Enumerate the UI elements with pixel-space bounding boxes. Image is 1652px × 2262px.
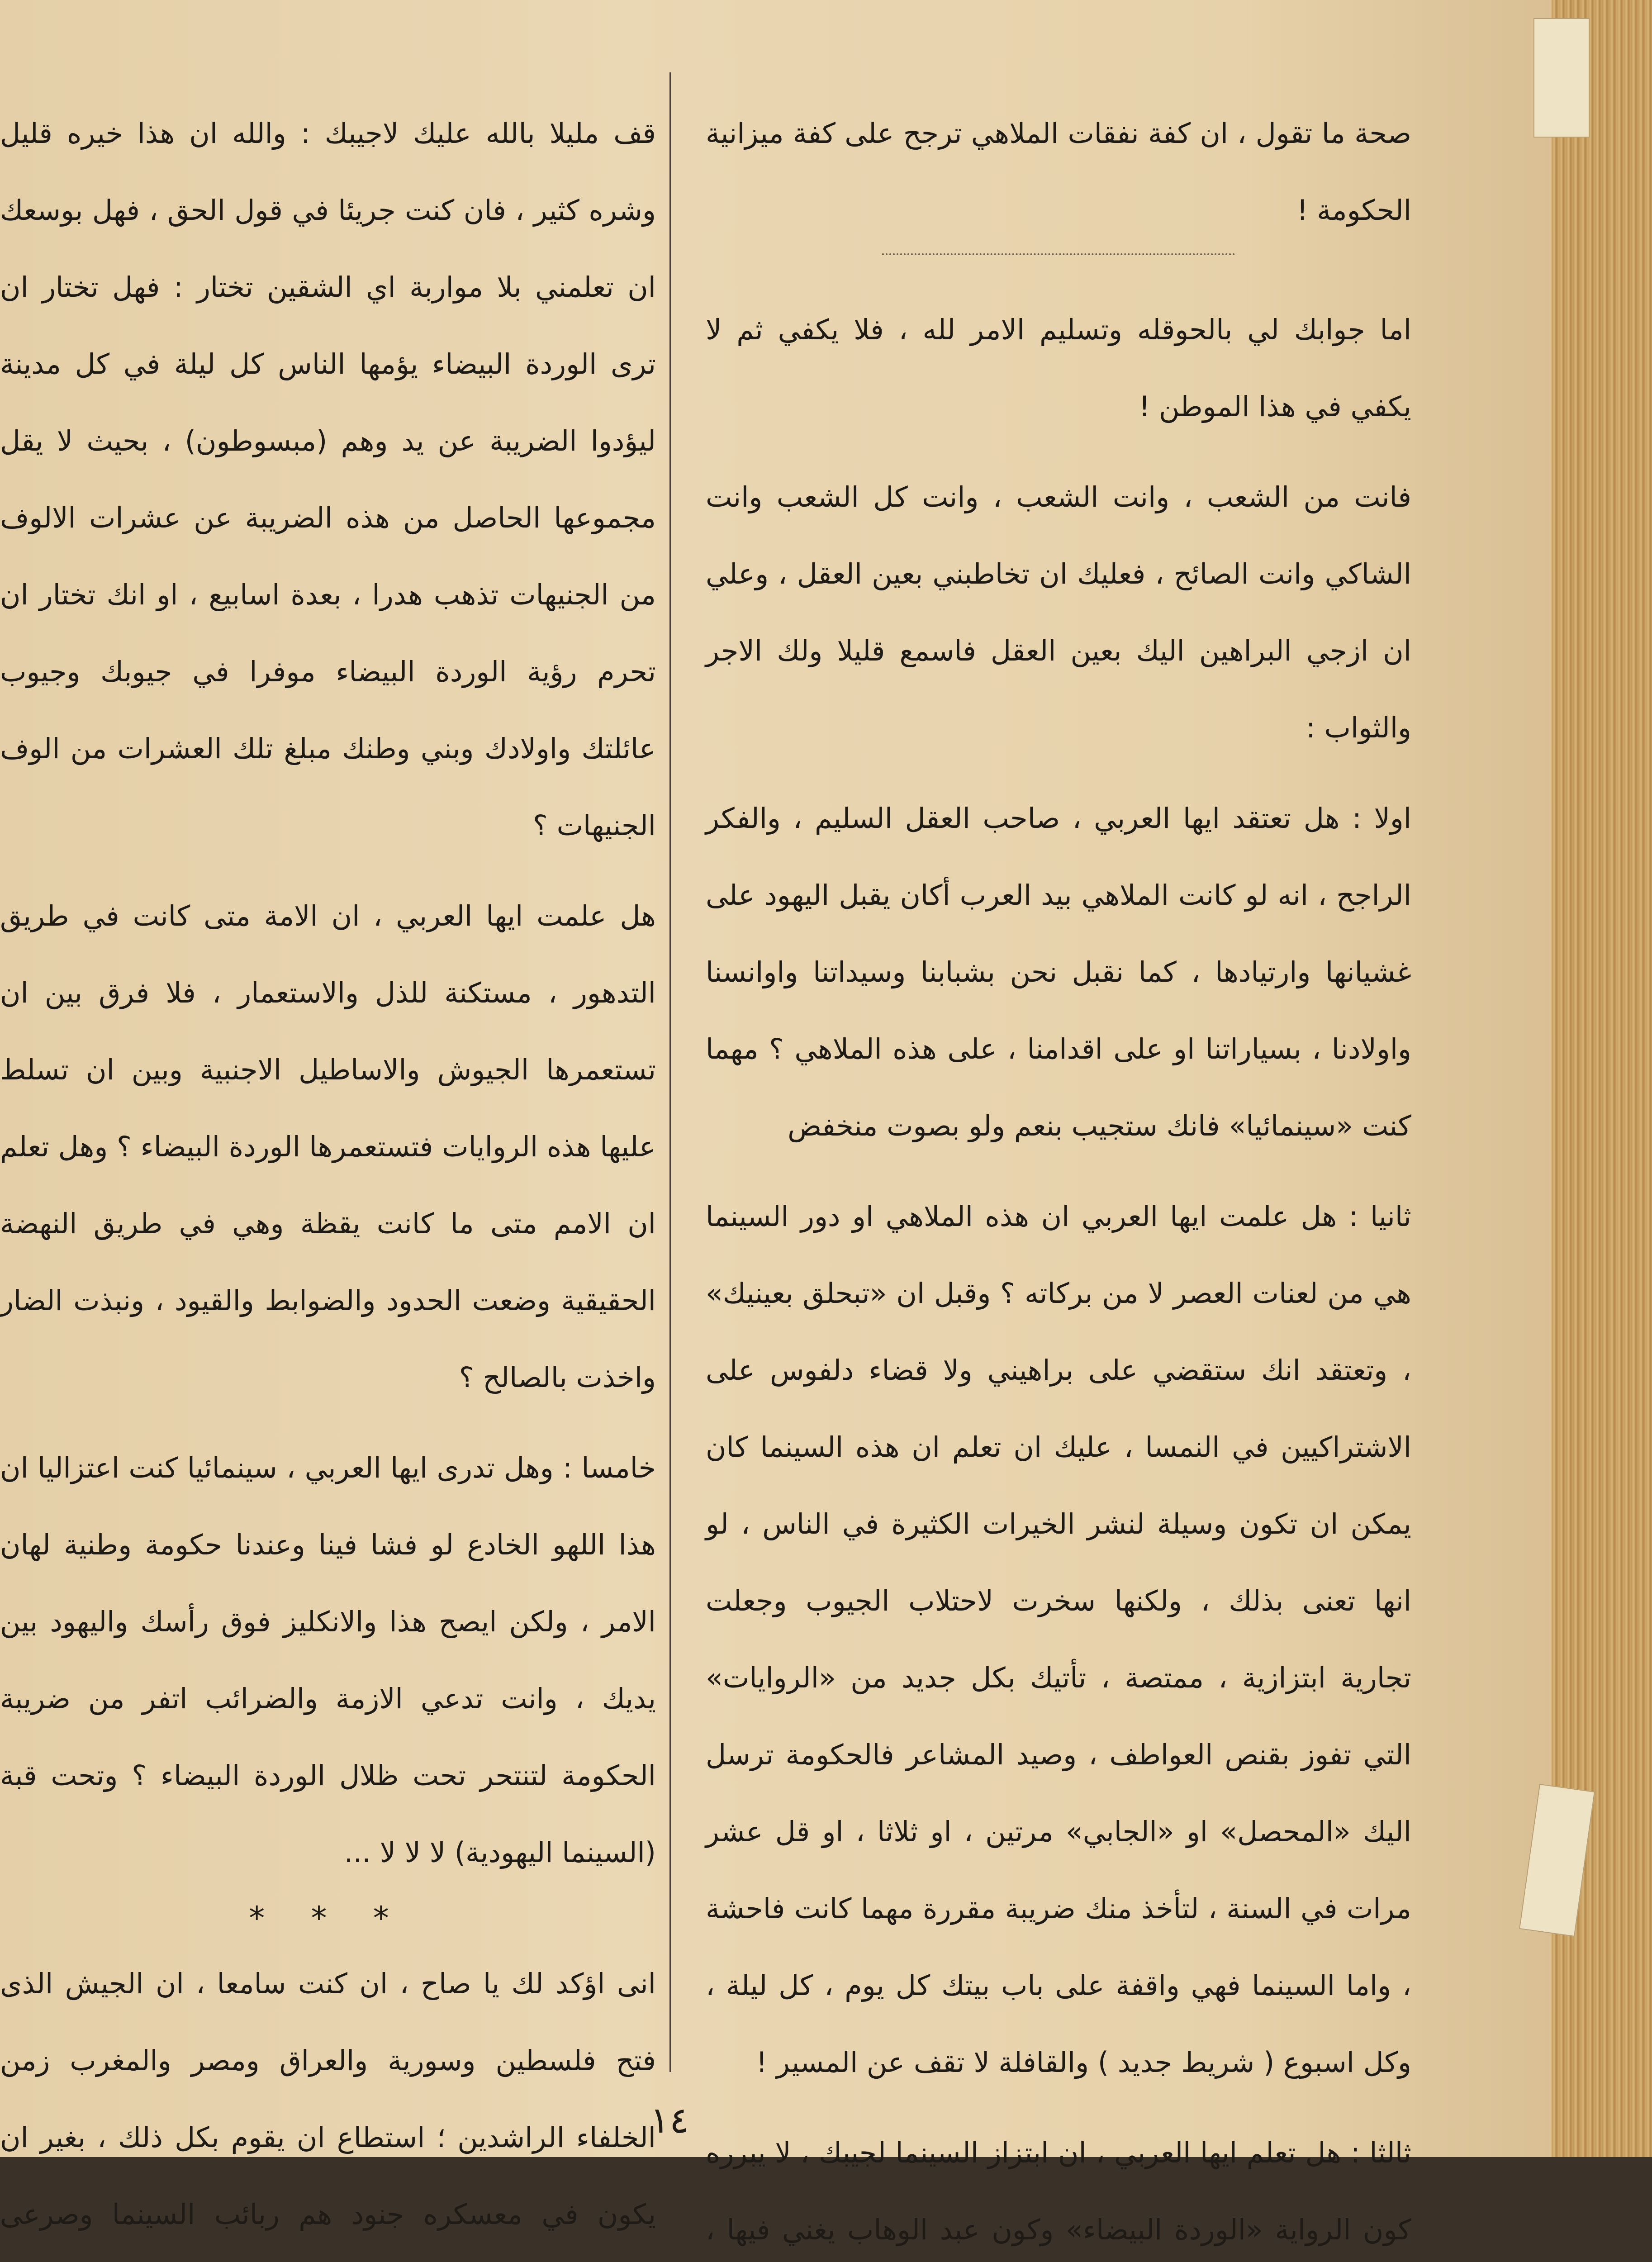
section-stars: * * * [249,1900,407,1937]
left-paragraph-1: قف مليلا بالله عليك لاجيبك : والله ان هذا خيره قليل وشره كثير ، فان كنت جريئا في قول الحق ، فهل بوسعك ان تعلمني بلا مواربة اي الشقين تختار : فهل تختار ان ترى الوردة البيضاء يؤمها الناس كل ليلة في كل مدينة ليؤدوا الضريبة عن يد وهم (مبسوطون) ، بحيث لا يقل مجموعها الحاصل من هذه الضريبة عن عشرات الالوف من الجنيهات تذهب هدرا ، بعدة اسابيع ، او انك تختار ان تحرم رؤية الوردة البيضاء موفرا في جيوبك وجيوب عائلتك واولادك وبني وطنك مبلغ تلك العشرات من الوف الجنيهات ؟ [0,117,656,842]
right-paragraph-2: اما جوابك لي بالحوقله وتسليم الامر لله ، فلا يكفي ثم لا يكفي في هذا الموطن ! [706,313,1411,423]
paper-bookmark-tab [1533,18,1590,138]
right-paragraph-5: ثانيا : هل علمت ايها العربي ان هذه الملاهي او دور السينما هي من لعنات العصر لا من بركاته ؟ وقبل ان «تبحلق بعينيك» ، وتعتقد انك ستقضي على براهيني ولا قضاء دلفوس على الاشتراكيين في النمسا ، عليك ان تعلم ان هذه السينما كان يمكن ان تكون وسيلة لنشر الخيرات الكثيرة في الناس ، لو انها تعنى بذلك ، ولكنها سخرت لاحتلاب الجيوب وجعلت تجارية ابتزازية ، ممتصة ، تأتيك بكل جديد من «الروايات» التي تفوز بقنص العواطف ، وصيد المشاعر فالحكومة ترسل اليك «المحصل» او «الجابي» مرتين ، او ثلاثا ، او قل عشر مرات في السنة ، لتأخذ منك ضريبة مقررة مهما كانت فاحشة ، واما السينما فهي واقفة على باب بيتك كل يوم ، كل ليلة ، وكل اسبوع ( شريط جديد ) والقافلة لا تقف عن المسير ! [706,1200,1411,2079]
column-rule [669,72,671,2072]
right-column [706,95,1411,2262]
left-paragraph-3: خامسا : وهل تدرى ايها العربي ، سينمائيا كنت اعتزاليا ان هذا اللهو الخادع لو فشا فينا وعندنا حكومة وطنية لهان الامر ، ولكن ايصح هذا والانكليز فوق رأسك واليهود بين يديك ، وانت تدعي الازمة والضرائب اتفر من ضريبة الحكومة لتنتحر تحت ظلال الوردة البيضاء ؟ وتحت قبة (السينما اليهودية) لا لا لا ... [0,1451,656,1869]
left-column [0,95,656,2262]
left-paragraph-4: انى اؤكد لك يا صاح ، ان كنت سامعا ، ان الجيش الذى فتح فلسطين وسورية والعراق ومصر والمغرب زمن الخلفاء الراشدين ؛ استطاع ان يقوم بكل ذلك ، بغير ان يكون في معسكره جنود هم ربائب السينما وصرعى [0,1967,656,2231]
left-paragraph-2: هل علمت ايها العربي ، ان الامة متى كانت في طريق التدهور ، مستكنة للذل والاستعمار ، فلا فرق بين ان تستعمرها الجيوش والاساطيل الاجنبية وبين ان تسلط عليها هذه الروايات فتستعمرها الوردة البيضاء ؟ وهل تعلم ان الامم متى ما كانت يقظة وهي في طريق النهضة الحقيقية وضعت الحدود والضوابط والقيود ، ونبذت الضار واخذت بالصالح ؟ [0,899,656,1394]
right-paragraph-3: فانت من الشعب ، وانت الشعب ، وانت كل الشعب وانت الشاكي وانت الصائح ، فعليك ان تخاطبني بعين العقل ، وعلي ان ازجي البراهين اليك بعين العقل فاسمع قليلا ولك الاجر والثواب : [706,480,1411,744]
right-paragraph-6: ثالثا : هل تعلم ايها العربي ، ان ابتزاز السينما لجيبك ، لا يبرره كون الرواية «الوردة البيضاء» وكون عبد الوهاب يغني فيها ، [706,2136,1411,2246]
right-paragraph-1: صحة ما تقول ، ان كفة نفقات الملاهي ترجح على كفة ميزانية الحكومة ! [706,117,1411,227]
page-number: ١٤ [650,2099,689,2141]
dotted-divider [882,253,1235,273]
right-paragraph-4: اولا : هل تعتقد ايها العربي ، صاحب العقل السليم ، والفكر الراجح ، انه لو كانت الملاهي بيد العرب أكان يقبل اليهود على غشيانها وارتيادها ، كما نقبل نحن بشبابنا وسيداتنا واوانسنا واولادنا ، بسياراتنا او على اقدامنا ، على هذه الملاهي ؟ مهما كنت «سينمائيا» فانك ستجيب بنعم ولو بصوت منخفض [706,802,1411,1142]
